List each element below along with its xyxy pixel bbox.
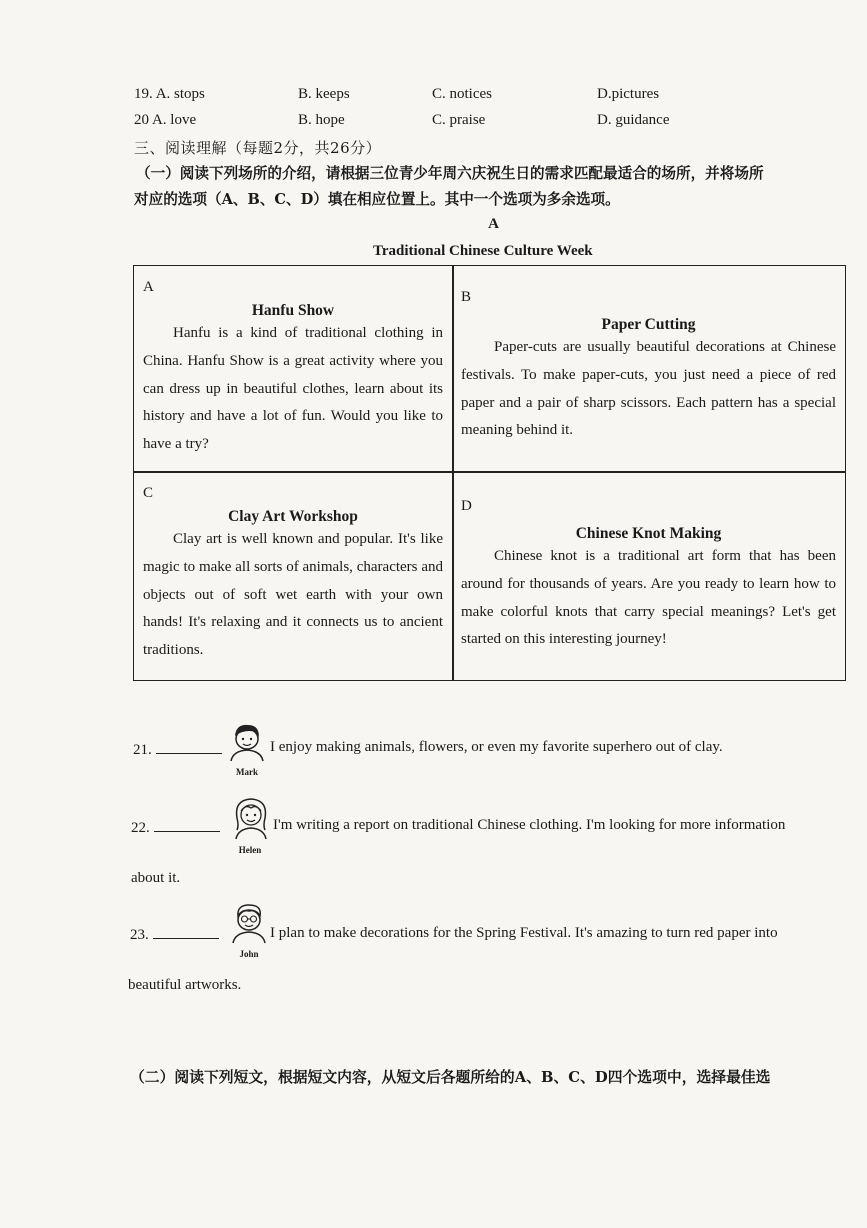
card-body: Paper-cuts are usually beautiful decorations at Chinese festivals. To make paper-cuts, you just need a piece of red paper and a pair of sharp scissors. Each pattern has a special meaning behind it. — [461, 339, 836, 439]
question-number: 21. — [133, 742, 152, 758]
avatar-helen — [230, 796, 272, 855]
card-title: Paper Cutting — [601, 316, 696, 333]
q19-option-b: B. keeps — [298, 86, 350, 102]
avatar-john — [229, 902, 269, 959]
part1-instructions-line1: （一）阅读下列场所的介绍，请根据三位青少年周六庆祝生日的需求匹配最适合的场所，并将场所 — [136, 165, 764, 182]
card-a — [143, 279, 443, 459]
question-22-text: I'm writing a report on traditional Chinese clothing. I'm looking for more information — [273, 817, 786, 833]
question-23-continuation: beautiful artworks. — [128, 977, 242, 993]
q19-option-d: D.pictures — [597, 86, 660, 102]
card-c — [143, 485, 443, 665]
girl-avatar-icon — [230, 796, 272, 840]
card-body: Hanfu is a kind of traditional clothing in China. Hanfu Show is a great activity where you can dress up in beautiful clothes, learn about its history and have a lot of fun. Would you like to have a try? — [143, 325, 443, 453]
card-title: Clay Art Workshop — [228, 508, 358, 525]
avatar-name: John — [239, 949, 259, 959]
part2-instructions: （二）阅读下列短文，根据短文内容，从短文后各题所给的A、B、C、D四个选项中，选择最佳选 — [130, 1069, 771, 1086]
question-23-text: I plan to make decorations for the Spring Festival. It's amazing to turn red paper into — [270, 925, 778, 941]
card-body: Clay art is well known and popular. It's like magic to make all sorts of animals, characters and objects out of soft wet earth with your own hands! It's relaxing and it connects us to ancient traditions. — [143, 531, 443, 659]
avatar-name: Helen — [238, 845, 262, 855]
boy-glasses-avatar-icon — [229, 902, 269, 944]
card-letter: C — [143, 485, 154, 501]
q20-option-b: B. hope — [298, 112, 345, 128]
avatar-mark — [227, 722, 267, 777]
question-number: 23. — [130, 927, 149, 943]
card-body: Chinese knot is a traditional art form that has been around for thousands of years. Are you ready to learn how to make colorful knots that carry special meanings? Let's get started on this interesting journey! — [461, 548, 836, 648]
table-divider-vertical — [452, 265, 454, 681]
q20-number: 20 A. love — [134, 112, 197, 128]
card-letter: B — [461, 289, 472, 305]
card-letter: D — [461, 498, 472, 514]
card-letter: A — [143, 279, 154, 295]
part1-instructions-line2: 对应的选项（A、B、C、D）填在相应位置上。其中一个选项为多余选项。 — [134, 191, 620, 208]
question-21-text: I enjoy making animals, flowers, or even my favorite superhero out of clay. — [270, 739, 723, 755]
question-21 — [133, 739, 222, 759]
answer-blank[interactable] — [153, 924, 219, 939]
card-b — [461, 289, 836, 445]
q20-option-c: C. praise — [432, 112, 486, 128]
avatar-name: Mark — [236, 767, 258, 777]
q20-option-d: D. guidance — [597, 112, 670, 128]
q19-number: 19. A. stops — [134, 86, 205, 102]
question-number: 22. — [131, 820, 150, 836]
question-23 — [130, 924, 219, 944]
section3-heading: 三、阅读理解（每题2分，共26分） — [134, 139, 382, 157]
passage-title: Traditional Chinese Culture Week — [373, 243, 593, 259]
answer-blank[interactable] — [156, 739, 222, 754]
answer-blank[interactable] — [154, 817, 220, 832]
table-divider-horizontal — [133, 471, 846, 473]
card-title: Chinese Knot Making — [575, 525, 722, 542]
question-22-continuation: about it. — [131, 870, 181, 886]
question-22 — [131, 817, 220, 837]
q19-option-c: C. notices — [432, 86, 492, 102]
card-title: Hanfu Show — [251, 302, 335, 319]
passage-label: A — [488, 216, 499, 232]
boy-avatar-icon — [227, 722, 267, 762]
card-d — [461, 498, 836, 654]
